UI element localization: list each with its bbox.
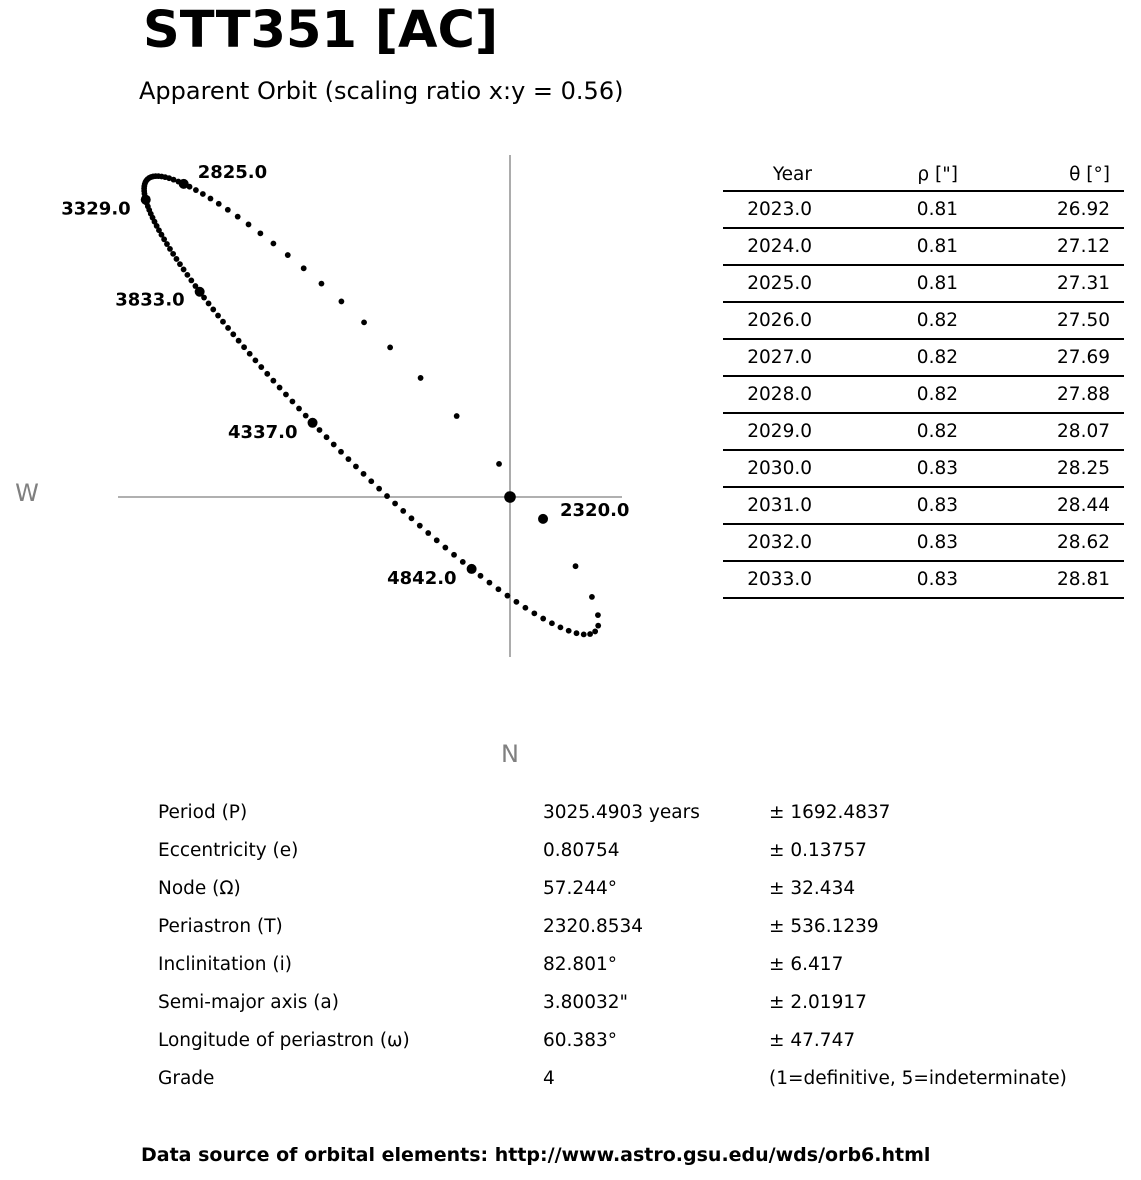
- orbit-dot: [417, 523, 423, 529]
- orbit-plot: [0, 130, 680, 810]
- orbit-dot: [592, 629, 598, 635]
- ephemeris-row: [723, 376, 1124, 413]
- ephemeris-year-cell: 2023.0: [723, 191, 812, 228]
- element-label: Longitude of periastron (ω): [158, 1030, 410, 1051]
- ephemeris-row: [723, 302, 1124, 339]
- orbit-dot: [283, 392, 289, 398]
- orbit-dot: [339, 299, 345, 305]
- ephemeris-row: [723, 450, 1124, 487]
- orbit-dot: [531, 610, 537, 616]
- orbit-dot: [595, 623, 601, 629]
- orbit-dot: [257, 230, 263, 236]
- ephemeris-rho-cell: 0.81: [812, 191, 958, 228]
- ephemeris-rho-cell: 0.82: [812, 413, 958, 450]
- element-row: [158, 802, 1098, 840]
- ephemeris-rho-cell: 0.81: [812, 228, 958, 265]
- ephemeris-row: [723, 228, 1124, 265]
- orbit-dot: [285, 252, 291, 258]
- orbit-dot: [200, 191, 206, 197]
- orbit-dot: [587, 631, 593, 637]
- epoch-dot: [195, 287, 205, 297]
- orbit-dot: [193, 187, 199, 193]
- ephemeris-row: [723, 524, 1124, 561]
- element-row: [158, 954, 1098, 992]
- orbit-dot: [301, 265, 307, 271]
- ephemeris-rho-cell: 0.83: [812, 524, 958, 561]
- orbit-dot: [177, 261, 183, 267]
- orbit-dot: [573, 563, 579, 569]
- orbit-dot: [434, 537, 440, 543]
- ephemeris-year-cell: 2029.0: [723, 413, 812, 450]
- ephemeris-rho-cell: 0.82: [812, 376, 958, 413]
- orbit-dot: [236, 338, 242, 344]
- orbit-dot: [241, 344, 247, 350]
- orbit-dot: [460, 559, 466, 565]
- element-label: Semi-major axis (a): [158, 992, 339, 1013]
- epoch-markers: [61, 162, 629, 589]
- ephemeris-row: [723, 413, 1124, 450]
- ephemeris-year-cell: 2033.0: [723, 561, 812, 598]
- orbit-dot: [400, 508, 406, 514]
- ephemeris-row: [723, 561, 1124, 598]
- orbit-dot: [361, 471, 367, 477]
- ephemeris-rho-cell: 0.82: [812, 339, 958, 376]
- orbit-dot: [206, 301, 212, 307]
- orbit-dot: [451, 552, 457, 558]
- orbit-dot: [442, 545, 448, 551]
- element-error: ± 1692.4837: [769, 802, 891, 823]
- element-value: 4: [543, 1068, 555, 1089]
- orbit-dot: [253, 357, 259, 363]
- orbit-dot: [540, 616, 546, 622]
- ephemeris-theta-cell: 28.81: [958, 561, 1124, 598]
- orbit-dot: [235, 214, 241, 220]
- orbit-dot: [181, 267, 187, 273]
- element-row: [158, 878, 1098, 916]
- element-error: ± 2.01917: [769, 992, 867, 1013]
- orbit-dot: [246, 222, 252, 228]
- orbit-dot: [225, 325, 231, 331]
- orbit-dot: [595, 612, 601, 618]
- orbit-dot: [184, 272, 190, 278]
- orbit-dot: [368, 478, 374, 484]
- page-title: STT351 [AC]: [143, 1, 499, 60]
- orbit-dot: [210, 307, 216, 313]
- primary-star-marker: [504, 491, 516, 503]
- ephemeris-year-cell: 2031.0: [723, 487, 812, 524]
- ephemeris-rho-cell: 0.82: [812, 302, 958, 339]
- orbit-dot: [418, 375, 424, 381]
- orbit-dot: [478, 573, 484, 579]
- element-row: [158, 1068, 1098, 1106]
- element-error: ± 47.747: [769, 1030, 856, 1051]
- epoch-label: 4842.0: [387, 567, 457, 589]
- ephemeris-theta-cell: 27.69: [958, 339, 1124, 376]
- ephemeris-row: [723, 191, 1124, 228]
- ephemeris-row: [723, 487, 1124, 524]
- epoch-label: 2825.0: [197, 161, 268, 183]
- west-axis-label: W: [15, 479, 39, 507]
- orbit-dot: [270, 378, 276, 384]
- element-label: Inclinitation (i): [158, 954, 292, 975]
- orbit-dot: [319, 281, 325, 287]
- ephemeris-row: [723, 265, 1124, 302]
- epoch-dot: [179, 179, 189, 189]
- orbit-dot: [376, 486, 382, 492]
- orbit-dot: [188, 278, 194, 284]
- orbit-dot: [264, 371, 270, 377]
- orbit-dot: [558, 624, 564, 630]
- ephemeris-rho-cell: 0.81: [812, 265, 958, 302]
- orbit-dot: [290, 399, 296, 405]
- orbit-dot: [225, 207, 231, 213]
- epoch-label: 2320.0: [560, 499, 630, 521]
- ephemeris-year-cell: 2028.0: [723, 376, 812, 413]
- orbit-dot: [566, 628, 572, 634]
- ephemeris-theta-cell: 28.07: [958, 413, 1124, 450]
- orbit-dot: [331, 442, 337, 448]
- epoch-dot: [538, 514, 548, 524]
- ephemeris-theta-cell: 28.62: [958, 524, 1124, 561]
- ephemeris-theta-cell: 27.50: [958, 302, 1124, 339]
- ephemeris-header-rho: ρ ["]: [812, 158, 958, 191]
- element-error: ± 536.1239: [769, 916, 879, 937]
- element-label: Grade: [158, 1068, 215, 1089]
- orbit-dot: [454, 413, 460, 419]
- ephemeris-header-year: Year: [723, 158, 812, 191]
- element-row: [158, 916, 1098, 954]
- ephemeris-year-cell: 2032.0: [723, 524, 812, 561]
- orbit-dot: [303, 413, 309, 419]
- ephemeris-theta-cell: 26.92: [958, 191, 1124, 228]
- element-value: 57.244°: [543, 878, 617, 899]
- ephemeris-theta-cell: 27.88: [958, 376, 1124, 413]
- orbit-dot: [487, 580, 493, 586]
- orbit-dot: [549, 620, 555, 626]
- ephemeris-header-row: [723, 158, 1124, 191]
- element-value: 3025.4903 years: [543, 802, 700, 823]
- element-error: ± 32.434: [769, 878, 856, 899]
- element-value: 3.80032": [543, 992, 629, 1013]
- orbit-dot: [496, 461, 502, 467]
- orbit-dot: [215, 313, 221, 319]
- ephemeris-rho-cell: 0.83: [812, 561, 958, 598]
- orbit-dot: [277, 385, 283, 391]
- ephemeris-year-cell: 2027.0: [723, 339, 812, 376]
- ephemeris-theta-cell: 28.25: [958, 450, 1124, 487]
- element-label: Node (Ω): [158, 878, 241, 899]
- ephemeris-year-cell: 2030.0: [723, 450, 812, 487]
- epoch-dot: [141, 195, 151, 205]
- ephemeris-rho-cell: 0.83: [812, 487, 958, 524]
- orbit-dot: [346, 456, 352, 462]
- orbit-dot: [384, 493, 390, 499]
- ephemeris-year-cell: 2024.0: [723, 228, 812, 265]
- north-axis-label: N: [501, 740, 519, 768]
- orbit-dot: [409, 515, 415, 521]
- epoch-label: 4337.0: [228, 421, 298, 443]
- orbit-dot: [208, 196, 214, 202]
- orbit-dot: [258, 364, 264, 370]
- ephemeris-table: [723, 158, 1124, 599]
- element-error: (1=definitive, 5=indeterminate): [769, 1068, 1067, 1089]
- ephemeris-year-cell: 2025.0: [723, 265, 812, 302]
- ephemeris-header-theta: θ [°]: [958, 158, 1124, 191]
- element-value: 2320.8534: [543, 916, 644, 937]
- element-error: ± 0.13757: [769, 840, 867, 861]
- element-error: ± 6.417: [769, 954, 844, 975]
- orbit-dot: [170, 251, 176, 257]
- orbit-dot: [317, 427, 323, 433]
- orbit-dot: [167, 246, 173, 252]
- orbit-dot: [392, 501, 398, 507]
- orbit-dot-chain: [141, 173, 601, 637]
- data-source-footer: Data source of orbital elements: http://www.astro.gsu.edu/wds/orb6.html: [141, 1144, 931, 1166]
- orbit-dot: [581, 632, 587, 638]
- orbit-dot: [271, 241, 277, 247]
- element-label: Eccentricity (e): [158, 840, 299, 861]
- orbit-dot: [164, 241, 170, 247]
- element-label: Period (P): [158, 802, 248, 823]
- orbit-dot: [361, 319, 367, 325]
- orbit-dot: [589, 594, 595, 600]
- orbit-dot: [496, 586, 502, 592]
- orbit-dot: [220, 319, 226, 325]
- ephemeris-rho-cell: 0.83: [812, 450, 958, 487]
- orbit-dot: [505, 593, 511, 599]
- orbit-dot: [387, 344, 393, 350]
- page-subtitle: Apparent Orbit (scaling ratio x:y = 0.56): [139, 77, 624, 105]
- orbit-dot: [296, 406, 302, 412]
- orbit-dot: [247, 351, 253, 357]
- element-value: 82.801°: [543, 954, 617, 975]
- ephemeris-theta-cell: 28.44: [958, 487, 1124, 524]
- orbit-dot: [216, 201, 222, 207]
- orbit-dot: [174, 256, 180, 262]
- ephemeris-year-cell: 2026.0: [723, 302, 812, 339]
- ephemeris-row: [723, 339, 1124, 376]
- orbit-dot: [425, 530, 431, 536]
- orbital-elements-table: [158, 802, 1098, 1106]
- orbit-dot: [353, 464, 359, 470]
- element-row: [158, 992, 1098, 1030]
- element-row: [158, 1030, 1098, 1068]
- epoch-dot: [308, 418, 318, 428]
- epoch-label: 3833.0: [115, 289, 185, 311]
- orbit-dot: [324, 434, 330, 440]
- orbit-dot: [338, 449, 344, 455]
- element-value: 0.80754: [543, 840, 620, 861]
- epoch-dot: [467, 564, 477, 574]
- ephemeris-theta-cell: 27.31: [958, 265, 1124, 302]
- element-label: Periastron (T): [158, 916, 283, 937]
- orbit-dot: [514, 599, 520, 605]
- epoch-label: 3329.0: [61, 198, 131, 220]
- orbit-dot: [574, 630, 580, 636]
- orbit-dot: [522, 605, 528, 611]
- ephemeris-theta-cell: 27.12: [958, 228, 1124, 265]
- element-value: 60.383°: [543, 1030, 617, 1051]
- orbit-dot: [230, 331, 236, 337]
- element-row: [158, 840, 1098, 878]
